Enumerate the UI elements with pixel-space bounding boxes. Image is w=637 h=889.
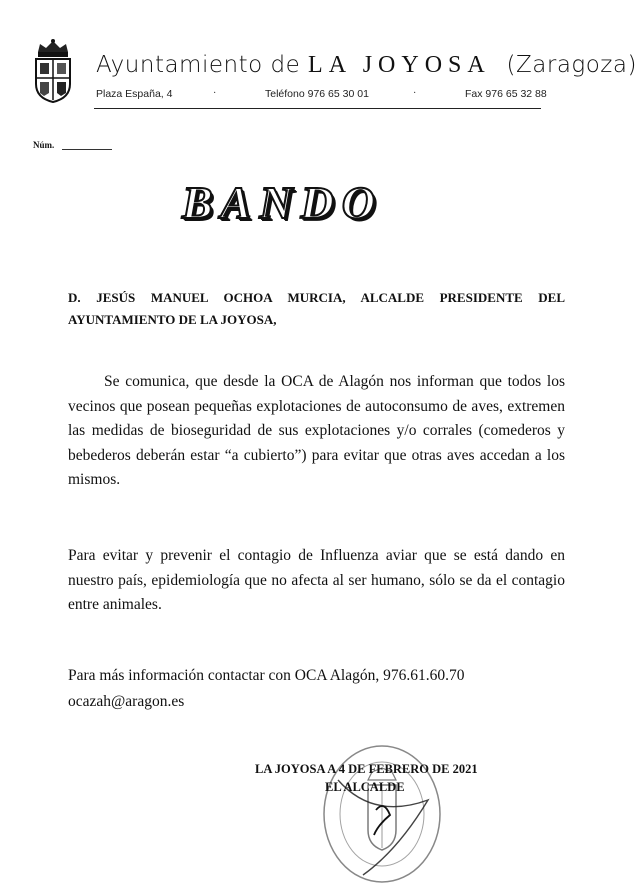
document-title: BANDO xyxy=(182,177,384,228)
phone-text: Teléfono 976 65 30 01 xyxy=(265,88,369,100)
body-paragraph-1: Se comunica, que desde la OCA de Alagón nos informan que todos los vecinos que posean pequeñas explotaciones de autoconsumo de aves, extremen las medidas de bioseguridad de sus explotaciones y/o corrales (comederos y bebederos deberán estar “a cubierto”) para evitar que otras aves accedan a los mismos. xyxy=(68,373,565,488)
body-paragraph-2: Para evitar y prevenir el contagio de Influenza aviar que se está dando en nuestro país, epidemiología que no afecta al ser humano, sólo se da el contagio entre animales. xyxy=(68,547,565,613)
contact-email: ocazah@aragon.es xyxy=(68,693,185,710)
fax-text: Fax 976 65 32 88 xyxy=(465,88,547,100)
signature-role: EL ALCALDE xyxy=(325,780,405,794)
org-region: (Zaragoza) xyxy=(506,52,637,78)
addressee-line-2: AYUNTAMIENTO DE LA JOYOSA, xyxy=(68,312,277,327)
separator-dot: · xyxy=(413,88,417,99)
body-paragraph-3: Para más información contactar con OCA Alagón, 976.61.60.70 xyxy=(68,667,465,684)
org-city: LA JOYOSA xyxy=(308,52,491,78)
signature-place-date: LA JOYOSA A 4 DE FEBRERO DE 2021 xyxy=(255,762,478,776)
reference-number-label: Núm. xyxy=(33,140,55,150)
organization-title xyxy=(96,52,637,79)
coat-of-arms-icon xyxy=(30,38,76,104)
reference-number-line xyxy=(62,149,112,150)
addressee-block xyxy=(68,287,565,331)
separator-dot: · xyxy=(213,88,217,99)
addressee-line-1: D. JESÚS MANUEL OCHOA MURCIA, ALCALDE PRESIDENTE DEL xyxy=(68,290,565,305)
org-prefix: Ayuntamiento de xyxy=(96,52,301,78)
address-text: Plaza España, 4 xyxy=(96,88,173,100)
header-divider xyxy=(94,108,541,109)
